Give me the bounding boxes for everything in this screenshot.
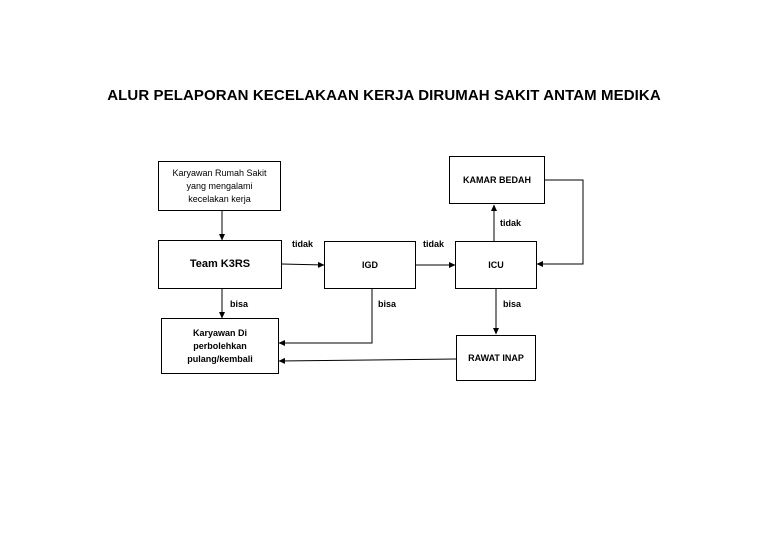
edge-k3rs-to-igd: [282, 264, 324, 265]
node-karyawan-rumah-sakit: [158, 161, 281, 211]
node-icu: [455, 241, 537, 289]
node-karyawan-pulang-label: Karyawan Di perbolehkan pulang/kembali: [187, 327, 253, 364]
node-igd: [324, 241, 416, 289]
node-rawat-inap: [456, 335, 536, 381]
node-icu-label: ICU: [488, 259, 504, 270]
edge-label-igd-to-icu: tidak: [423, 239, 445, 249]
edge-label-k3rs-to-igd: tidak: [292, 239, 314, 249]
edge-label-k3rs-to-pulang: bisa: [230, 299, 249, 309]
node-kamar-bedah: [449, 156, 545, 204]
node-igd-label: IGD: [361, 259, 378, 270]
node-rawat-inap-label: RAWAT INAP: [468, 352, 524, 363]
node-karyawan-rumah-sakit-label: Karyawan Rumah Sakit yang mengalami kecelakan kerja: [172, 167, 267, 204]
page-title: ALUR PELAPORAN KECELAKAAN KERJA DIRUMAH SAKIT ANTAM MEDIKA: [107, 87, 661, 104]
edge-label-igd-to-pulang: bisa: [378, 299, 397, 309]
edge-label-icu-to-rawat: bisa: [503, 299, 522, 309]
node-karyawan-pulang: [161, 318, 279, 374]
node-team-k3rs: [158, 240, 282, 289]
node-team-k3rs-label: Team K3RS: [189, 258, 251, 270]
edge-igd-to-pulang: [279, 289, 372, 343]
edge-rawat-to-pulang: [279, 359, 456, 361]
edge-label-icu-to-bedah: tidak: [500, 218, 522, 228]
node-kamar-bedah-label: KAMAR BEDAH: [463, 174, 531, 185]
